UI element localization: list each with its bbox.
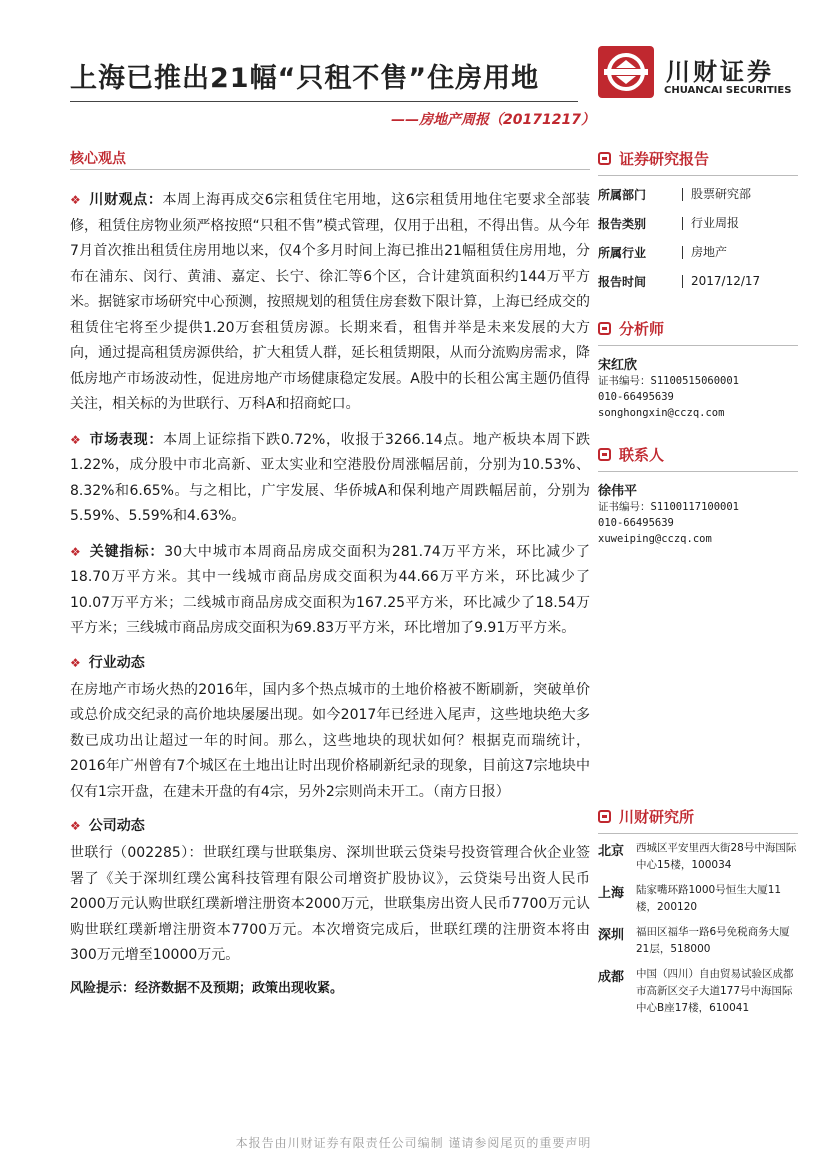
indicator-lead: 关键指标： <box>89 543 165 560</box>
meta-row <box>598 238 798 267</box>
contact-section <box>598 444 798 547</box>
contact-phone: 010-66495639 <box>598 517 674 529</box>
contact-heading <box>598 444 798 465</box>
divider <box>598 471 798 472</box>
divider <box>598 345 798 346</box>
report-title: 上海已推出21幅“只租不售”住房用地 <box>70 63 540 94</box>
institute-heading <box>598 806 798 827</box>
office-item <box>598 882 798 916</box>
meta-row <box>598 209 798 238</box>
contact-email[interactable]: xuweiping@cczq.com <box>598 533 712 545</box>
contact-name: 徐伟平 <box>598 484 638 499</box>
meta-key: 报告类别 <box>598 217 647 231</box>
main-content <box>70 148 590 996</box>
report-heading <box>598 148 798 169</box>
office-item <box>598 924 798 958</box>
report-subtitle: ——房地产周报（20171217） <box>391 112 595 128</box>
office-city: 上海 <box>598 886 625 901</box>
market-text: 本周上证综指下跌0.72%，收报于3266.14点。地产板块本周下跌1.22%，成分股中市北高新、亚太实业和空港股份周涨幅居前，分别为10.53%、8.32%和6.65%。与之相比，广宇发展、华侨城A和保利地产周跌幅居前，分别为5.59%、5.59%和4.63%。 <box>70 431 591 524</box>
market-lead: 市场表现： <box>89 431 164 448</box>
view-text: 本周上海再成交6宗租赁住宅用地，这6宗租赁用地住宅要求全部装修，租赁住房物业须严格按照“只租不售”模式管理，仅用于出租，不得出售。从今年7月首次推出租赁住房用地以来，仅4个多月时间上海已推出21幅租赁住房用地，分布在浦东、闵行、黄浦、嘉定、长宁、徐汇等6个区，合计建筑面积约144万平方米。据链家市场研究中心预测，按照规划的租赁住房套数下限计算，上海已经成交的租赁住宅将至少提供1.20万套租赁房源。长期来看，租售并举是未来发展的大方向，通过提高租赁房源供给，扩大租赁人群，延长租赁期限，从而分流购房需求，降低房地产市场波动性，促进房地产市场健康稳定发展。A股中的长租公寓主题仍值得关注，相关标的为世联行、万科A和招商蛇口。 <box>70 192 590 412</box>
office-address: 福田区福华一路6号免税商务大厦21层，518000 <box>636 926 790 955</box>
market-paragraph <box>70 428 590 530</box>
core-heading: 核心观点 <box>70 151 126 167</box>
office-city: 深圳 <box>598 928 625 943</box>
logo-name: 川财证券 <box>666 58 774 86</box>
office-address: 西城区平安里西大街28号中海国际中心15楼，100034 <box>636 842 797 871</box>
risk-warning: 风险提示：经济数据不及预期；政策出现收紧。 <box>70 980 344 996</box>
meta-value: 行业周报 <box>682 217 739 230</box>
meta-row <box>598 267 798 296</box>
report-heading-label: 证券研究报告 <box>619 150 710 168</box>
contact-cert: 证书编号：S1100117100001 <box>598 501 740 513</box>
divider <box>598 833 798 834</box>
office-item <box>598 840 798 874</box>
meta-key: 报告时间 <box>598 275 647 289</box>
square-bullet-icon <box>598 322 611 335</box>
analyst-email[interactable]: songhongxin@cczq.com <box>598 407 725 419</box>
analyst-heading <box>598 318 798 339</box>
industry-heading <box>70 652 590 672</box>
analyst-name: 宋红欣 <box>598 358 638 373</box>
title-rule <box>70 101 578 102</box>
diamond-icon: ❖ <box>70 432 82 447</box>
indicator-text: 30大中城市本周商品房成交面积为281.74万平方米，环比减少了18.70万平方米。其中一线城市商品房成交面积为44.66万平方米，环比减少了10.07万平方米；二线城市商品房成交面积为167.25平方米，环比减少了18.54万平方米；三线城市商品房成交面积为69.83万平方米，环比增加了9.91万平方米。 <box>70 543 591 636</box>
institute-heading-label: 川财研究所 <box>619 808 695 826</box>
meta-value: 股票研究部 <box>682 188 751 201</box>
analyst-cert: 证书编号：S1100515060001 <box>598 375 740 387</box>
diamond-icon: ❖ <box>70 544 82 559</box>
diamond-icon: ❖ <box>70 193 82 207</box>
industry-title: 行业动态 <box>88 654 145 671</box>
indicator-paragraph <box>70 540 590 642</box>
analyst-heading-label: 分析师 <box>619 320 665 338</box>
analyst-section <box>598 318 798 421</box>
office-city: 北京 <box>598 844 625 859</box>
office-item <box>598 966 798 1017</box>
meta-value: 2017/12/17 <box>682 275 760 288</box>
divider <box>598 175 798 176</box>
company-logo <box>598 46 798 104</box>
square-bullet-icon <box>598 152 611 165</box>
view-lead: 川财观点： <box>89 192 163 208</box>
office-address: 中国（四川）自由贸易试验区成都市高新区交子大道177号中海国际中心B座17楼，610041 <box>636 968 794 1014</box>
diamond-icon: ❖ <box>70 655 81 670</box>
page-footer: 本报告由川财证券有限责任公司编制 谨请参阅尾页的重要声明 <box>235 1136 592 1150</box>
meta-value: 房地产 <box>682 246 727 259</box>
logo-english: CHUANCAI SECURITIES <box>664 85 792 96</box>
meta-key: 所属行业 <box>598 246 647 260</box>
institute-section <box>598 806 798 1025</box>
office-address: 陆家嘴环路1000号恒生大厦11楼，200120 <box>636 884 782 913</box>
meta-row <box>598 180 798 209</box>
meta-table <box>598 180 798 296</box>
diamond-icon: ❖ <box>70 819 81 833</box>
analyst-phone: 010-66495639 <box>598 391 674 403</box>
company-heading <box>70 815 590 835</box>
industry-text: 在房地产市场火热的2016年，国内多个热点城市的土地价格被不断刷新，突破单价或总价成交纪录的高价地块屡屡出现。如今2017年已经进入尾声，这些地块绝大多数已成功出让超过一年的时间。那么，这些地块的现状如何？根据克而瑞统计，2016年广州曾有7个城区在土地出让时出现价格刷新纪录的现象，目前这7宗地块中仅有1宗开盘，在建未开盘的有4宗，另外2宗则尚未开工。（南方日报） <box>70 681 590 800</box>
view-paragraph <box>70 188 590 418</box>
contact-heading-label: 联系人 <box>619 446 665 464</box>
office-city: 成都 <box>598 970 625 985</box>
square-bullet-icon <box>598 448 611 461</box>
company-title: 公司动态 <box>88 818 145 834</box>
square-bullet-icon <box>598 810 611 823</box>
report-info-section <box>598 148 798 296</box>
office-list <box>598 840 798 1017</box>
company-text: 世联行（002285）：世联红璞与世联集房、深圳世联云贷柒号投资管理合伙企业签署了《关于深圳红璞公寓科技管理有限公司增资扩股协议》，云贷柒号出资人民币2000万元认购世联红璞新增注册资本2000万元，世联集房出资人民币7700万元认购世联红璞新增注册资本7700万元。本次增资完成后，世联红璞的注册资本将由300万元增至10000万元。 <box>70 845 590 963</box>
meta-key: 所属部门 <box>598 188 647 202</box>
logo-mark-icon <box>598 46 654 98</box>
